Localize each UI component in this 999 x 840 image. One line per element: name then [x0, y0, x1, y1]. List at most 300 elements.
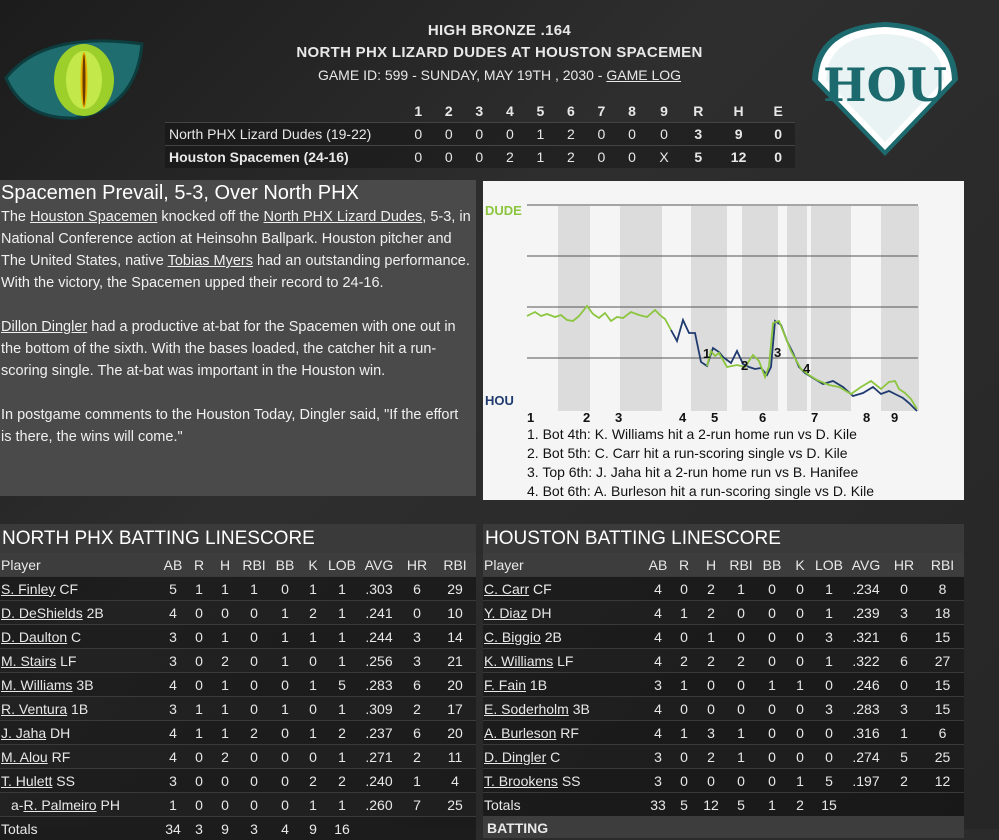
batting-stat-cell: 5: [326, 673, 358, 697]
player-position: 2B: [83, 605, 104, 621]
batting-stat-cell: 1: [697, 625, 725, 649]
inning-cell: 1: [525, 123, 556, 146]
player-position: CF: [529, 581, 552, 597]
player-position: SS: [558, 773, 581, 789]
hits-cell: 12: [716, 146, 762, 169]
totals-cell: 5: [725, 793, 757, 817]
batting-stat-cell: 0: [813, 745, 845, 769]
batting-stat-cell: 1: [212, 625, 238, 649]
batting-col-header: AVG: [358, 553, 400, 577]
batting-stat-cell: 2: [212, 649, 238, 673]
player-link[interactable]: J. Jaha: [1, 725, 46, 741]
batting-stat-cell: 15: [921, 625, 964, 649]
batting-player-cell: [0, 625, 160, 649]
batting-stat-cell: 0: [270, 577, 300, 601]
inning-tick: 6: [759, 410, 766, 425]
batting-stat-cell: 1: [813, 649, 845, 673]
houston-team-link[interactable]: Houston Spacemen: [30, 209, 157, 225]
batting-stat-cell: 1: [887, 721, 921, 745]
batting-stat-cell: 4: [160, 721, 186, 745]
batting-stat-cell: 4: [645, 697, 671, 721]
batting-row: [0, 793, 476, 817]
player-link[interactable]: R. Ventura: [1, 701, 67, 717]
batting-header-row: [0, 553, 476, 577]
player-position: DH: [527, 605, 551, 621]
player-link-tobias-myers[interactable]: Tobias Myers: [168, 253, 253, 269]
player-link[interactable]: C. Carr: [484, 581, 529, 597]
totals-cell: 9: [300, 817, 326, 840]
batting-stat-cell: 21: [434, 649, 476, 673]
batting-stat-cell: 1: [326, 625, 358, 649]
batting-stat-cell: 0: [671, 769, 697, 793]
batting-stat-cell: 3: [697, 721, 725, 745]
game-log-link[interactable]: GAME LOG: [606, 67, 681, 83]
player-position: 1B: [67, 701, 88, 717]
batting-stat-cell: 0: [186, 769, 212, 793]
batting-stat-cell: 4: [160, 601, 186, 625]
batting-stat-cell: 0: [212, 601, 238, 625]
away-team-logo: [4, 38, 144, 120]
batting-row: [483, 601, 964, 625]
batting-stat-cell: 27: [921, 649, 964, 673]
batting-row: [0, 673, 476, 697]
batting-stat-cell: 14: [434, 625, 476, 649]
player-link[interactable]: Y. Diaz: [484, 605, 527, 621]
batting-totals-row: [0, 817, 476, 840]
batting-stat-cell: 1: [300, 793, 326, 817]
player-link[interactable]: D. Daulton: [1, 629, 67, 645]
wp-note: 2. Bot 5th: C. Carr hit a run-scoring single vs D. Kile: [527, 444, 874, 463]
wp-note: 1. Bot 4th: K. Williams hit a 2-run home run vs D. Kile: [527, 425, 874, 444]
col-header: 4: [495, 100, 526, 123]
batting-stat-cell: 2: [671, 649, 697, 673]
batting-stat-cell: 1: [671, 721, 697, 745]
player-link[interactable]: T. Hulett: [1, 773, 52, 789]
batting-stat-cell: 4: [645, 649, 671, 673]
batting-stat-cell: 5: [160, 577, 186, 601]
phx-batting-panel: [0, 524, 476, 840]
totals-cell: [845, 793, 887, 817]
batting-stat-cell: 4: [160, 673, 186, 697]
player-link-dillon-dingler[interactable]: Dillon Dingler: [1, 319, 87, 335]
batting-stat-cell: .239: [845, 601, 887, 625]
batting-stat-cell: 1: [300, 721, 326, 745]
batting-stat-cell: 0: [270, 769, 300, 793]
batting-col-header: Player: [0, 553, 160, 577]
batting-player-cell: [0, 577, 160, 601]
batting-stat-cell: 1: [326, 697, 358, 721]
batting-stat-cell: 1: [326, 649, 358, 673]
batting-player-cell: [0, 745, 160, 769]
batting-stat-cell: 6: [400, 577, 434, 601]
batting-stat-cell: 1: [300, 673, 326, 697]
batting-stat-cell: 1: [326, 745, 358, 769]
totals-cell: [887, 793, 921, 817]
inning-cell: X: [647, 146, 681, 169]
batting-stat-cell: 1: [757, 673, 787, 697]
totals-cell: 4: [270, 817, 300, 840]
batting-stat-cell: .260: [358, 793, 400, 817]
player-position: PH: [97, 797, 120, 813]
batting-stat-cell: 0: [186, 601, 212, 625]
batting-stat-cell: .303: [358, 577, 400, 601]
col-header: 5: [525, 100, 556, 123]
batting-stat-cell: 6: [887, 625, 921, 649]
player-link[interactable]: A. Burleson: [484, 725, 556, 741]
batting-stat-cell: 0: [238, 769, 270, 793]
inning-cell: 0: [434, 146, 465, 169]
inning-tick: 7: [811, 410, 818, 425]
player-link[interactable]: M. Alou: [1, 749, 48, 765]
batting-col-header: RBI: [921, 553, 964, 577]
batting-col-header: K: [787, 553, 813, 577]
player-link[interactable]: K. Williams: [484, 653, 553, 669]
batting-stat-cell: 1: [300, 625, 326, 649]
totals-cell: 5: [671, 793, 697, 817]
batting-stat-cell: .256: [358, 649, 400, 673]
batting-stat-cell: 3: [645, 745, 671, 769]
player-link[interactable]: S. Finley: [1, 581, 55, 597]
batting-stat-cell: 25: [921, 745, 964, 769]
batting-stat-cell: 25: [434, 793, 476, 817]
batting-col-header: RBI: [238, 553, 270, 577]
batting-stat-cell: 0: [757, 577, 787, 601]
batting-stat-cell: 0: [757, 721, 787, 745]
batting-player-cell: [483, 721, 645, 745]
player-position: 2B: [541, 629, 562, 645]
batting-stat-cell: 0: [787, 625, 813, 649]
batting-stat-cell: 3: [887, 601, 921, 625]
batting-stat-cell: 3: [400, 649, 434, 673]
batting-stat-cell: 12: [921, 769, 964, 793]
batting-stat-cell: 2: [697, 601, 725, 625]
linescore-row-away: [165, 123, 795, 146]
batting-stat-cell: 1: [400, 769, 434, 793]
batting-stat-cell: 2: [400, 697, 434, 721]
batting-row: [0, 769, 476, 793]
batting-stat-cell: 2: [212, 745, 238, 769]
batting-stat-cell: 1: [270, 649, 300, 673]
batting-stat-cell: 1: [238, 577, 270, 601]
batting-col-header: BB: [270, 553, 300, 577]
phx-batting-table: [0, 553, 476, 840]
batting-stat-cell: .283: [845, 697, 887, 721]
batting-row: [0, 625, 476, 649]
batting-col-header: R: [671, 553, 697, 577]
home-team-name: Houston Spacemen (24-16): [165, 146, 403, 169]
home-logo-text: HOU: [823, 58, 947, 112]
col-header: 7: [586, 100, 617, 123]
batting-stat-cell: 3: [160, 625, 186, 649]
batting-stat-cell: 0: [757, 769, 787, 793]
totals-cell: 1: [757, 793, 787, 817]
inning-cell: 0: [617, 123, 648, 146]
batting-stat-cell: 1: [270, 625, 300, 649]
batting-col-header: AB: [160, 553, 186, 577]
batting-col-header: RBI: [434, 553, 476, 577]
batting-row: [0, 577, 476, 601]
inning-cell: 0: [586, 146, 617, 169]
hou-batting-footer: BATTING: [483, 816, 964, 838]
batting-stat-cell: 2: [725, 649, 757, 673]
inning-tick: 9: [891, 410, 898, 425]
batting-player-cell: [0, 601, 160, 625]
batting-stat-cell: 2: [300, 601, 326, 625]
batting-stat-cell: 0: [300, 649, 326, 673]
batting-stat-cell: 6: [887, 649, 921, 673]
player-link[interactable]: C. Biggio: [484, 629, 541, 645]
batting-player-cell: [483, 697, 645, 721]
batting-stat-cell: 2: [238, 721, 270, 745]
batting-stat-cell: 1: [787, 673, 813, 697]
batting-stat-cell: 11: [434, 745, 476, 769]
batting-row: [0, 745, 476, 769]
totals-label: Totals: [0, 817, 160, 840]
batting-stat-cell: 2: [326, 721, 358, 745]
header-line-1: HIGH BRONZE .164: [0, 20, 999, 42]
batting-stat-cell: 15: [921, 673, 964, 697]
runs-cell: 5: [681, 146, 716, 169]
batting-stat-cell: 4: [645, 721, 671, 745]
batting-stat-cell: 1: [326, 793, 358, 817]
batting-stat-cell: 3: [160, 649, 186, 673]
batting-stat-cell: 0: [757, 625, 787, 649]
batting-stat-cell: .240: [358, 769, 400, 793]
batting-stat-cell: 1: [725, 577, 757, 601]
batting-stat-cell: 0: [238, 649, 270, 673]
batting-stat-cell: 2: [697, 745, 725, 769]
batting-player-cell: [0, 769, 160, 793]
batting-stat-cell: 17: [434, 697, 476, 721]
batting-stat-cell: 1: [186, 721, 212, 745]
batting-stat-cell: 0: [813, 721, 845, 745]
win-probability-chart: [483, 181, 964, 500]
inning-cell: 2: [495, 146, 526, 169]
batting-stat-cell: 0: [757, 649, 787, 673]
batting-stat-cell: 0: [697, 673, 725, 697]
player-link[interactable]: F. Fain: [484, 677, 526, 693]
batting-stat-cell: 5: [813, 769, 845, 793]
inning-tick: 3: [615, 410, 622, 425]
batting-stat-cell: 1: [212, 673, 238, 697]
batting-col-header: H: [212, 553, 238, 577]
inning-tick: 8: [863, 410, 870, 425]
batting-stat-cell: 29: [434, 577, 476, 601]
totals-cell: [358, 817, 400, 840]
batting-stat-cell: 0: [787, 601, 813, 625]
batting-player-cell: [483, 769, 645, 793]
player-position: C: [67, 629, 81, 645]
batting-stat-cell: .197: [845, 769, 887, 793]
batting-player-cell: [483, 745, 645, 769]
batting-stat-cell: .322: [845, 649, 887, 673]
batting-stat-cell: .316: [845, 721, 887, 745]
batting-stat-cell: 2: [697, 577, 725, 601]
runs-cell: 3: [681, 123, 716, 146]
batting-col-header: BB: [757, 553, 787, 577]
batting-stat-cell: 1: [160, 793, 186, 817]
story-headline: Spacemen Prevail, 5-3, Over North PHX: [0, 180, 476, 205]
inning-cell: 0: [464, 146, 495, 169]
inning-tick: 2: [583, 410, 590, 425]
inning-cell: 2: [556, 123, 587, 146]
batting-stat-cell: .271: [358, 745, 400, 769]
story-paragraph-2: Dillon Dingler had a productive at-bat for the Spacemen with one out in the bottom of the sixth. With the bases loaded, the catcher hit a run-scoring single. The at-bat was important in the Houston win.: [0, 316, 476, 382]
batting-stat-cell: 0: [212, 793, 238, 817]
col-header: H: [716, 100, 762, 123]
batting-stat-cell: 1: [326, 577, 358, 601]
batting-stat-cell: 0: [757, 745, 787, 769]
sub-prefix: a-: [1, 797, 23, 813]
batting-stat-cell: 3: [813, 625, 845, 649]
player-link[interactable]: T. Brookens: [484, 773, 558, 789]
batting-stat-cell: 2: [300, 769, 326, 793]
batting-stat-cell: 1: [186, 697, 212, 721]
col-header: R: [681, 100, 716, 123]
batting-stat-cell: 0: [725, 769, 757, 793]
batting-stat-cell: 1: [813, 601, 845, 625]
batting-col-header: AB: [645, 553, 671, 577]
batting-stat-cell: .237: [358, 721, 400, 745]
batting-stat-cell: 3: [160, 769, 186, 793]
player-position: DH: [46, 725, 70, 741]
linescore-header: [165, 100, 795, 123]
batting-stat-cell: 0: [186, 673, 212, 697]
wp-note: 3. Top 6th: J. Jaha hit a 2-run home run vs B. Hanifee: [527, 463, 874, 482]
batting-stat-cell: 0: [787, 577, 813, 601]
batting-stat-cell: 0: [186, 625, 212, 649]
phx-team-link[interactable]: North PHX Lizard Dudes: [264, 209, 423, 225]
linescore-row-home: [165, 146, 795, 169]
batting-row: [483, 673, 964, 697]
batting-stat-cell: 10: [434, 601, 476, 625]
batting-stat-cell: 3: [645, 769, 671, 793]
batting-stat-cell: 20: [434, 721, 476, 745]
batting-stat-cell: 6: [400, 673, 434, 697]
batting-stat-cell: 3: [645, 673, 671, 697]
batting-stat-cell: 4: [434, 769, 476, 793]
wp-marker: 1: [703, 346, 710, 361]
batting-stat-cell: 20: [434, 673, 476, 697]
batting-stat-cell: 0: [238, 745, 270, 769]
batting-stat-cell: 0: [887, 577, 921, 601]
batting-stat-cell: 3: [813, 697, 845, 721]
wp-label-home: HOU: [485, 393, 514, 408]
batting-stat-cell: 3: [160, 697, 186, 721]
batting-player-cell: [0, 697, 160, 721]
batting-col-header: HR: [400, 553, 434, 577]
col-header: 6: [556, 100, 587, 123]
batting-col-header: HR: [887, 553, 921, 577]
col-header: 3: [464, 100, 495, 123]
batting-stat-cell: 1: [671, 673, 697, 697]
batting-stat-cell: 0: [787, 745, 813, 769]
inning-cell: 0: [434, 123, 465, 146]
batting-stat-cell: 0: [887, 673, 921, 697]
totals-cell: 12: [697, 793, 725, 817]
batting-stat-cell: 0: [757, 697, 787, 721]
batting-stat-cell: 1: [186, 577, 212, 601]
player-position: 3B: [569, 701, 590, 717]
batting-player-cell: [0, 793, 160, 817]
inning-tick-labels: [527, 410, 898, 425]
hou-batting-table: [483, 553, 964, 816]
batting-stat-cell: 0: [725, 697, 757, 721]
batting-col-header: AVG: [845, 553, 887, 577]
batting-stat-cell: 1: [300, 577, 326, 601]
batting-stat-cell: 2: [400, 745, 434, 769]
batting-player-cell: [0, 673, 160, 697]
totals-cell: 3: [186, 817, 212, 840]
inning-cell: 1: [525, 146, 556, 169]
story-paragraph-3: In postgame comments to the Houston Today, Dingler said, "If the effort is there, the wins will come.": [0, 404, 476, 448]
batting-stat-cell: 1: [212, 721, 238, 745]
batting-stat-cell: 0: [238, 673, 270, 697]
wp-marker: 2: [741, 358, 748, 373]
wp-marker: 4: [803, 361, 811, 376]
batting-stat-cell: 2: [697, 649, 725, 673]
batting-stat-cell: 1: [725, 721, 757, 745]
inning-cell: 0: [495, 123, 526, 146]
batting-stat-cell: 15: [921, 697, 964, 721]
batting-stat-cell: 0: [186, 745, 212, 769]
batting-stat-cell: 0: [270, 745, 300, 769]
batting-stat-cell: 0: [238, 625, 270, 649]
player-position: SS: [52, 773, 75, 789]
hits-cell: 9: [716, 123, 762, 146]
totals-cell: [434, 817, 476, 840]
player-link[interactable]: R. Palmeiro: [23, 797, 96, 813]
batting-stat-cell: 4: [645, 601, 671, 625]
batting-stat-cell: 0: [300, 697, 326, 721]
batting-stat-cell: 0: [186, 649, 212, 673]
wp-note: 4. Bot 6th: A. Burleson hit a run-scoring single vs D. Kile: [527, 482, 874, 501]
phx-batting-title: NORTH PHX BATTING LINESCORE: [0, 524, 476, 553]
batting-player-cell: [483, 577, 645, 601]
batting-stat-cell: 1: [787, 769, 813, 793]
linescore-table: [165, 100, 795, 168]
batting-stat-cell: 0: [813, 673, 845, 697]
batting-stat-cell: 1: [270, 697, 300, 721]
batting-col-header: LOB: [326, 553, 358, 577]
batting-stat-cell: 3: [400, 625, 434, 649]
player-link[interactable]: M. Williams: [1, 677, 73, 693]
batting-stat-cell: .309: [358, 697, 400, 721]
batting-stat-cell: 4: [645, 625, 671, 649]
totals-cell: [400, 817, 434, 840]
batting-stat-cell: 6: [400, 721, 434, 745]
batting-col-header: K: [300, 553, 326, 577]
wp-label-away: DUDE: [485, 203, 522, 218]
totals-cell: 3: [238, 817, 270, 840]
totals-label: Totals: [483, 793, 645, 817]
player-position: LF: [56, 653, 76, 669]
inning-cell: 0: [403, 146, 434, 169]
player-link[interactable]: E. Soderholm: [484, 701, 569, 717]
totals-cell: 9: [212, 817, 238, 840]
player-link[interactable]: D. Dingler: [484, 749, 546, 765]
batting-stat-cell: 0: [270, 721, 300, 745]
player-link[interactable]: M. Stairs: [1, 653, 56, 669]
player-link[interactable]: D. DeShields: [1, 605, 83, 621]
batting-row: [483, 769, 964, 793]
batting-stat-cell: 6: [921, 721, 964, 745]
hou-batting-panel: [483, 524, 964, 838]
wp-marker: 3: [774, 345, 781, 360]
inning-cell: 0: [647, 123, 681, 146]
inning-tick: 4: [679, 410, 687, 425]
player-position: C: [546, 749, 560, 765]
